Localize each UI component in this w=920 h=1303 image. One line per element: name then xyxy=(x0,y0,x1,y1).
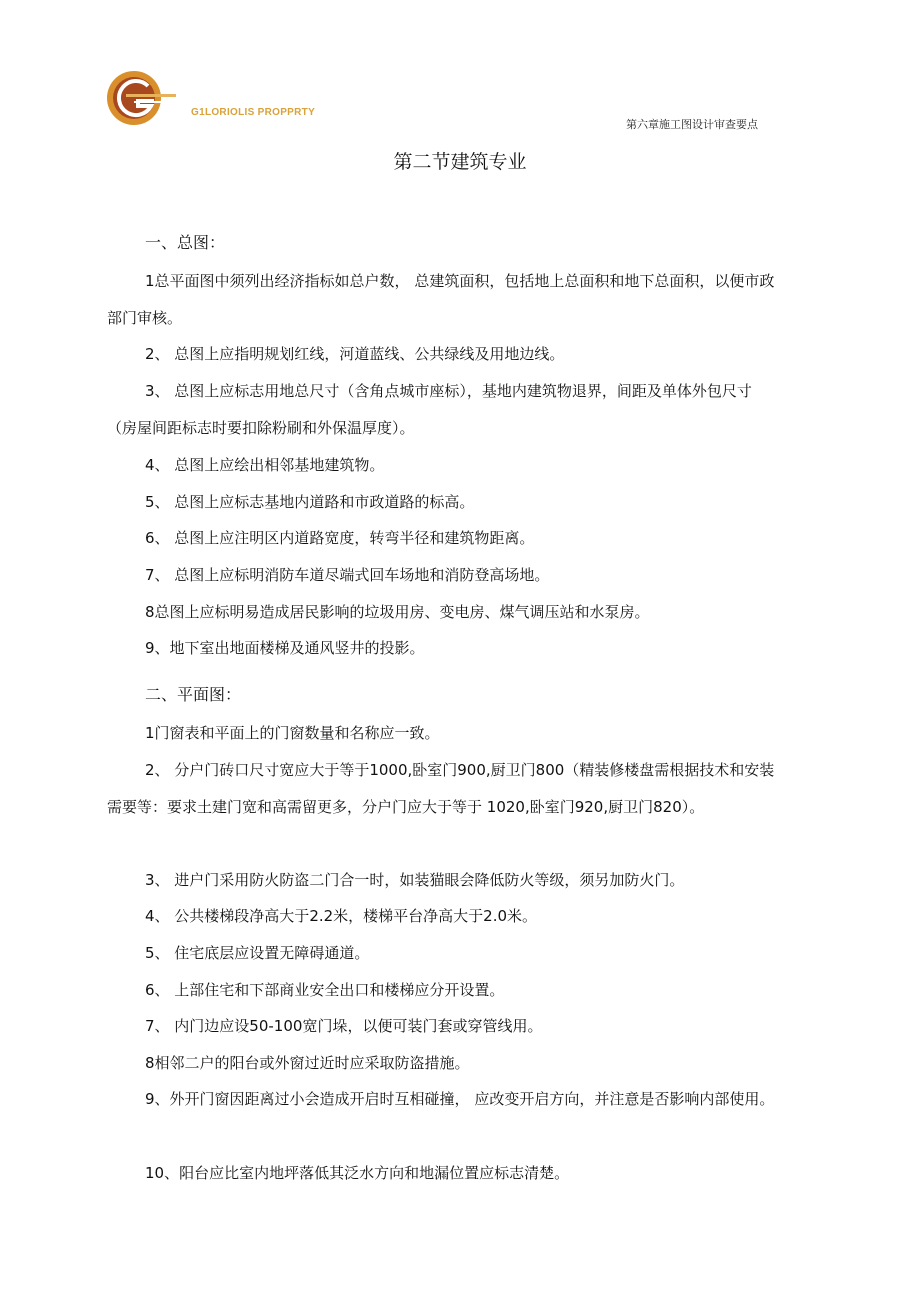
list-item: 2、 总图上应指明规划红线，河道蓝线、公共绿线及用地边线。 xyxy=(145,345,565,363)
list-item: 6、 总图上应注明区内道路宽度，转弯半径和建筑物距离。 xyxy=(145,529,535,547)
list-item: 3、 总图上应标志用地总尺寸（含角点城市座标），基地内建筑物退界，间距及单体外包尺寸（房屋间距标志时要扣除粉刷和外保温厚度）。 xyxy=(107,382,752,437)
list-item: 8总图上应标明易造成居民影响的垃圾用房、变电房、煤气调压站和水泵房。 xyxy=(145,603,650,621)
list-item: 3、 进户门采用防火防盗二门合一时，如装猫眼会降低防火等级，须另加防火门。 xyxy=(145,871,685,889)
list-item: 5、 总图上应标志基地内道路和市政道路的标高。 xyxy=(145,493,475,511)
section-heading-general-plan: 一、总图： xyxy=(145,233,226,252)
list-item: 8相邻二户的阳台或外窗过近时应采取防盗措施。 xyxy=(145,1054,470,1072)
list-item: 5、 住宅底层应设置无障碍通道。 xyxy=(145,944,370,962)
list-item: 7、 总图上应标明消防车道尽端式回车场地和消防登高场地。 xyxy=(145,566,550,584)
list-item: 10、阳台应比室内地坪落低其泛水方向和地漏位置应标志清楚。 xyxy=(145,1164,570,1182)
list-item: 9、地下室出地面楼梯及通风竖井的投影。 xyxy=(145,639,425,657)
list-item: 2、 分户门砖口尺寸宽应大于等于1000,卧室门900,厨卫门800（精装修楼盘需根据技术和安装需要等：要求土建门宽和高需留更多，分户门应大于等于 1020,卧室门920,厨卫门820）。 xyxy=(107,761,775,816)
company-logo xyxy=(104,68,182,128)
list-item: 9、外开门窗因距离过小会造成开启时互相碰撞， 应改变开启方向，并注意是否影响内部使用。 xyxy=(145,1090,775,1108)
page-title: 第二节建筑专业 xyxy=(393,151,527,173)
list-item: 1总平面图中须列出经济指标如总户数， 总建筑面积，包括地上总面积和地下总面积，以便市政部门审核。 xyxy=(107,272,775,327)
logo-text: G1LORIOLIS PROPPRTY xyxy=(191,107,316,118)
list-item: 4、 公共楼梯段净高大于2.2米，楼梯平台净高大于2.0米。 xyxy=(145,907,538,925)
list-item: 6、 上部住宅和下部商业安全出口和楼梯应分开设置。 xyxy=(145,981,505,999)
list-item: 7、 内门边应设50-100宽门垛，以便可装门套或穿管线用。 xyxy=(145,1017,543,1035)
chapter-header: 第六章施工图设计审查要点 xyxy=(626,118,758,131)
section-heading-floor-plan: 二、平面图： xyxy=(145,685,242,704)
list-item: 4、 总图上应绘出相邻基地建筑物。 xyxy=(145,456,385,474)
list-item: 1门窗表和平面上的门窗数量和名称应一致。 xyxy=(145,724,440,742)
